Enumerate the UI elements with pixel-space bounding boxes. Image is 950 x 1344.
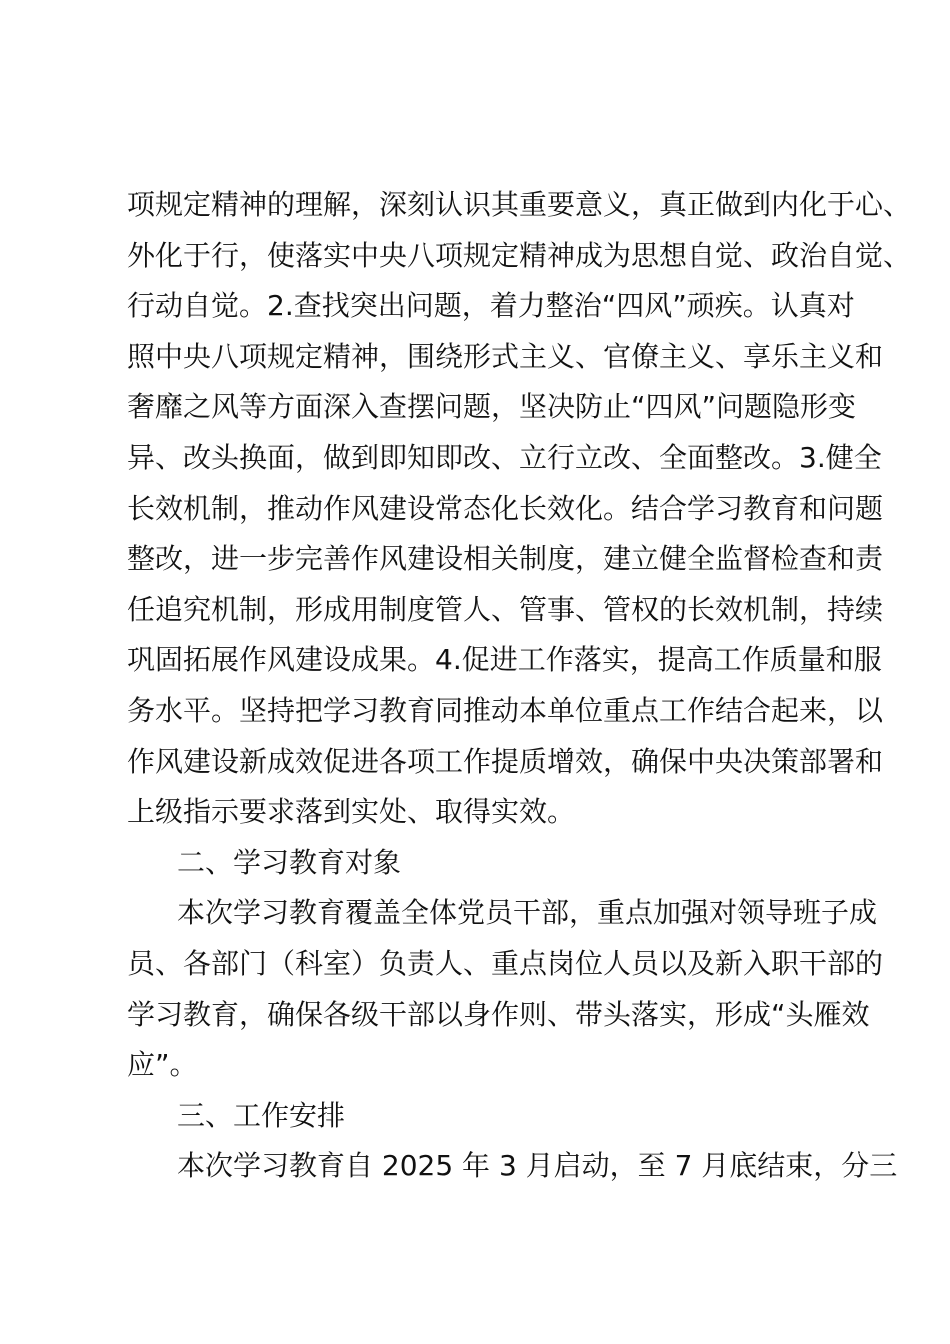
paragraph-line: 异、改头换面，做到即知即改、立行立改、全面整改。3.健全 — [127, 440, 882, 474]
paragraph-line: 行动自觉。2.查找突出问题，着力整治“四风”顽疾。认真对 — [127, 289, 855, 323]
paragraph-line: 员、各部门（科室）负责人、重点岗位人员以及新入职干部的 — [127, 946, 884, 980]
paragraph-line: 作风建设新成效促进各项工作提质增效，确保中央决策部署和 — [127, 744, 884, 778]
paragraph-objectives — [127, 180, 912, 838]
paragraph-line: 整改，进一步完善作风建设相关制度，建立健全监督检查和责 — [127, 542, 884, 576]
paragraph-line: 本次学习教育自 2025 年 3 月启动，至 7 月底结束，分三 — [177, 1149, 898, 1183]
paragraph-line: 奢靡之风等方面深入查摆问题，坚决防止“四风”问题隐形变 — [127, 390, 857, 424]
paragraph-line: 项规定精神的理解，深刻认识其重要意义，真正做到内化于心、 — [127, 188, 912, 221]
paragraph-line: 务水平。坚持把学习教育同推动本单位重点工作结合起来，以 — [127, 693, 884, 727]
paragraph-line: 长效机制，推动作风建设常态化长效化。结合学习教育和问题 — [127, 491, 884, 525]
paragraph-schedule — [127, 1141, 898, 1192]
paragraph-line: 任追究机制，形成用制度管人、管事、管权的长效机制，持续 — [127, 592, 884, 626]
paragraph-audience — [127, 888, 884, 1090]
paragraph-line: 外化于行，使落实中央八项规定精神成为思想自觉、政治自觉、 — [127, 238, 912, 272]
section-heading-schedule: 三、工作安排 — [177, 1098, 346, 1132]
paragraph-line: 照中央八项规定精神，围绕形式主义、官僚主义、享乐主义和 — [127, 339, 884, 373]
paragraph-line: 应”。 — [127, 1048, 198, 1082]
section-heading-audience: 二、学习教育对象 — [177, 845, 402, 879]
paragraph-line: 本次学习教育覆盖全体党员干部，重点加强对领导班子成 — [177, 896, 878, 930]
paragraph-line: 巩固拓展作风建设成果。4.促进工作落实，提高工作质量和服 — [127, 643, 882, 677]
document-body — [127, 180, 912, 1192]
paragraph-line: 学习教育，确保各级干部以身作则、带头落实，形成“头雁效 — [127, 997, 870, 1031]
paragraph-line: 上级指示要求落到实处、取得实效。 — [127, 795, 576, 829]
